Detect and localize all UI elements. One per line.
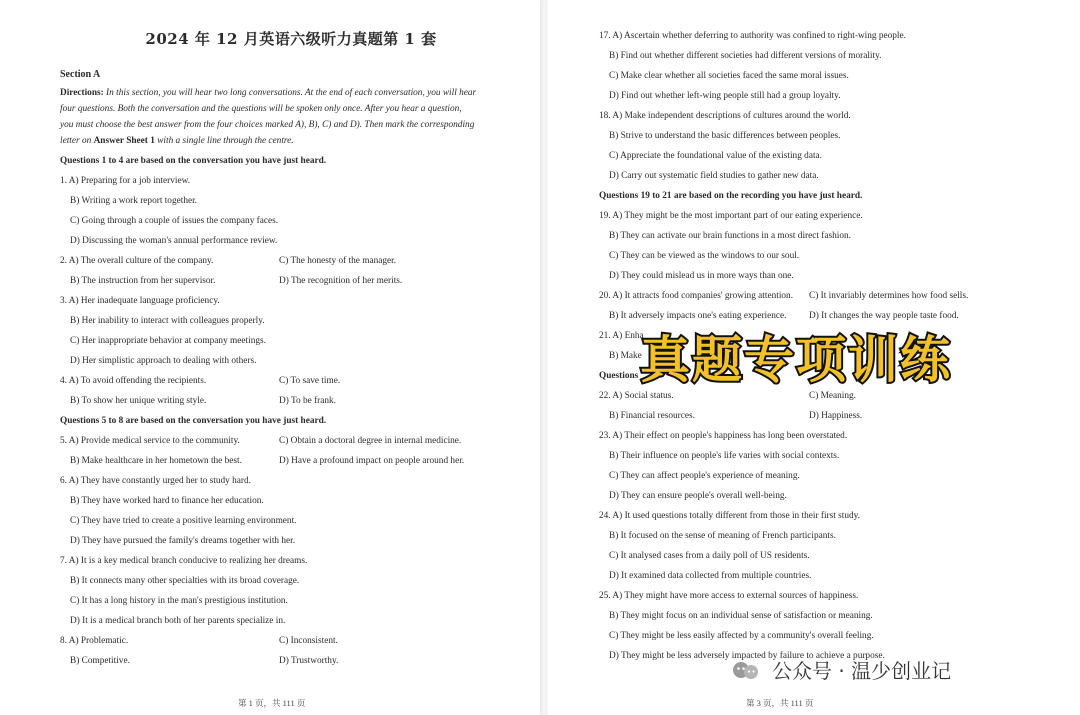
question-option: 1. A) Preparing for a job interview. bbox=[60, 176, 191, 186]
question-option: D) Trustworthy. bbox=[279, 656, 339, 666]
question-option: D) To be frank. bbox=[279, 396, 337, 406]
question-option: B) Competitive. bbox=[70, 656, 130, 666]
question-option: 20. A) It attracts food companies' growing attention. bbox=[599, 291, 794, 301]
question-option: C) It analysed cases from a daily poll of US residents. bbox=[609, 551, 810, 561]
question-option: B) Make bbox=[609, 351, 642, 361]
question-option: 19. A) They might be the most important part of our eating experience. bbox=[599, 211, 863, 221]
question-option: B) Find out whether different societies had different versions of morality. bbox=[609, 51, 882, 61]
question-group-heading: Questions 1 to 4 are based on the conversation you have just heard. bbox=[60, 156, 327, 166]
section-heading: Section A bbox=[60, 69, 101, 80]
wechat-watermark bbox=[730, 655, 951, 684]
question-option: B) Their influence on people's life varies with social contexts. bbox=[609, 451, 840, 461]
question-option: C) It has a long history in the man's prestigious institution. bbox=[70, 596, 288, 606]
question-option: D) They have pursued the family's dreams together with her. bbox=[70, 536, 296, 546]
question-option: D) It examined data collected from multiple countries. bbox=[609, 571, 812, 581]
directions-line: four questions. Both the conversation and the questions will be spoken only once. After you hear a question, bbox=[60, 104, 462, 114]
question-option: D) Have a profound impact on people around her. bbox=[279, 456, 465, 466]
page-title: 2024 年 12 月英语六级听力真题第 1 套 bbox=[145, 30, 437, 48]
question-option: C) Appreciate the foundational value of the existing data. bbox=[609, 151, 822, 161]
question-option: B) To show her unique writing style. bbox=[70, 396, 207, 406]
answer-sheet-label: Answer Sheet 1 bbox=[93, 136, 155, 146]
directions-text bbox=[60, 85, 522, 149]
question-row bbox=[60, 451, 522, 471]
watermark-text: 公众号 · 温少创业记 bbox=[772, 659, 952, 683]
question-option: D) Find out whether left-wing people still had a group loyalty. bbox=[609, 91, 841, 101]
question-row bbox=[60, 651, 522, 671]
promo-overlay-text: 真题专项训练 bbox=[640, 331, 952, 389]
question-option: D) Discussing the woman's annual performance review. bbox=[70, 236, 278, 246]
question-option: C) Obtain a doctoral degree in internal medicine. bbox=[279, 436, 462, 446]
question-option: 6. A) They have constantly urged her to study hard. bbox=[60, 476, 251, 486]
question-option: C) To save time. bbox=[279, 376, 341, 386]
question-option: C) Make clear whether all societies faced the same moral issues. bbox=[609, 71, 849, 81]
question-option: B) It focused on the sense of meaning of French participants. bbox=[609, 531, 836, 541]
question-group-heading: Questions bbox=[599, 371, 639, 381]
question-option: D) Happiness. bbox=[809, 411, 863, 421]
directions-line: letter on bbox=[60, 136, 94, 146]
directions-line: In this section, you will hear two long conversations. At the end of each conversation, you will hear bbox=[103, 88, 477, 98]
question-option: B) Make healthcare in her hometown the best. bbox=[70, 456, 242, 466]
question-option: C) Inconsistent. bbox=[279, 636, 338, 646]
question-option: B) They can activate our brain functions in a most direct fashion. bbox=[609, 231, 851, 241]
question-option: D) They can ensure people's overall well-being. bbox=[609, 491, 787, 501]
question-option: 8. A) Problematic. bbox=[60, 636, 129, 646]
question-row bbox=[60, 251, 522, 271]
question-option: C) They can affect people's experience of meaning. bbox=[609, 471, 800, 481]
question-option: B) They have worked hard to finance her education. bbox=[70, 496, 264, 506]
question-row bbox=[60, 271, 522, 291]
question-option: B) Strive to understand the basic differences between peoples. bbox=[609, 131, 841, 141]
question-option: 5. A) Provide medical service to the community. bbox=[60, 436, 240, 446]
question-option: B) The instruction from her supervisor. bbox=[70, 276, 216, 286]
question-option: C) They can be viewed as the windows to our soul. bbox=[609, 251, 800, 261]
question-option: C) Meaning. bbox=[809, 391, 856, 401]
question-option: 25. A) They might have more access to external sources of happiness. bbox=[599, 591, 859, 601]
question-row bbox=[599, 306, 1066, 326]
question-option: D) It is a medical branch both of her parents specialize in. bbox=[70, 616, 286, 626]
wechat-logo-icon bbox=[730, 658, 764, 682]
question-option: B) It adversely impacts one's eating experience. bbox=[609, 311, 787, 321]
directions-label: Directions: bbox=[60, 88, 104, 98]
page-footer: 第 1 页，共 111 页 bbox=[238, 698, 306, 708]
question-row bbox=[60, 391, 522, 411]
question-option: C) It invariably determines how food sells. bbox=[809, 291, 969, 301]
question-option: 4. A) To avoid offending the recipients. bbox=[60, 376, 207, 386]
question-option: D) It changes the way people taste food. bbox=[809, 311, 959, 321]
page-footer: 第 3 页，共 111 页 bbox=[746, 698, 814, 708]
question-option: B) It connects many other specialties with its broad coverage. bbox=[70, 576, 300, 586]
question-option: C) The honesty of the manager. bbox=[279, 256, 397, 266]
question-option: 23. A) Their effect on people's happiness has long been overstated. bbox=[599, 431, 848, 441]
question-option: C) Her inappropriate behavior at company meetings. bbox=[70, 336, 266, 346]
question-option: 7. A) It is a key medical branch conducive to realizing her dreams. bbox=[60, 556, 308, 566]
question-row bbox=[599, 406, 1066, 426]
question-option: D) They might be less adversely impacted by failure to achieve a purpose. bbox=[609, 651, 885, 661]
question-option: D) Carry out systematic field studies to gather new data. bbox=[609, 171, 819, 181]
question-option: C) Going through a couple of issues the company faces. bbox=[70, 216, 279, 226]
directions-line: you must choose the best answer from the four choices marked A), B), C) and D). Then mark the corresponding bbox=[60, 120, 475, 130]
question-row bbox=[599, 286, 1066, 306]
question-option: B) Writing a work report together. bbox=[70, 196, 197, 206]
question-option: 21. A) Enha bbox=[599, 331, 644, 341]
question-row bbox=[60, 371, 522, 391]
question-option: C) They might be less easily affected by a community's overall feeling. bbox=[609, 631, 874, 641]
question-option: B) They might focus on an individual sense of satisfaction or meaning. bbox=[609, 611, 873, 621]
question-option: B) Her inability to interact with colleagues properly. bbox=[70, 316, 265, 326]
question-option: 17. A) Ascertain whether deferring to authority was confined to right-wing people. bbox=[599, 31, 906, 41]
question-option: 24. A) It used questions totally different from those in their first study. bbox=[599, 511, 861, 521]
question-option: D) They could mislead us in more ways than one. bbox=[609, 271, 794, 281]
question-group-heading: Questions 19 to 21 are based on the recording you have just heard. bbox=[599, 191, 863, 201]
question-option: 2. A) The overall culture of the company. bbox=[60, 256, 214, 266]
question-option: B) Financial resources. bbox=[609, 411, 695, 421]
question-option: D) The recognition of her merits. bbox=[279, 276, 403, 286]
question-row bbox=[60, 431, 522, 451]
question-row bbox=[60, 631, 522, 651]
question-group-heading: Questions 5 to 8 are based on the conversation you have just heard. bbox=[60, 416, 327, 426]
question-option: 18. A) Make independent descriptions of cultures around the world. bbox=[599, 111, 851, 121]
question-option: C) They have tried to create a positive learning environment. bbox=[70, 516, 297, 526]
question-option: 3. A) Her inadequate language proficiency. bbox=[60, 296, 220, 306]
question-option: D) Her simplistic approach to dealing with others. bbox=[70, 356, 257, 366]
directions-line: with a single line through the centre. bbox=[154, 136, 294, 146]
question-option: 22. A) Social status. bbox=[599, 391, 674, 401]
